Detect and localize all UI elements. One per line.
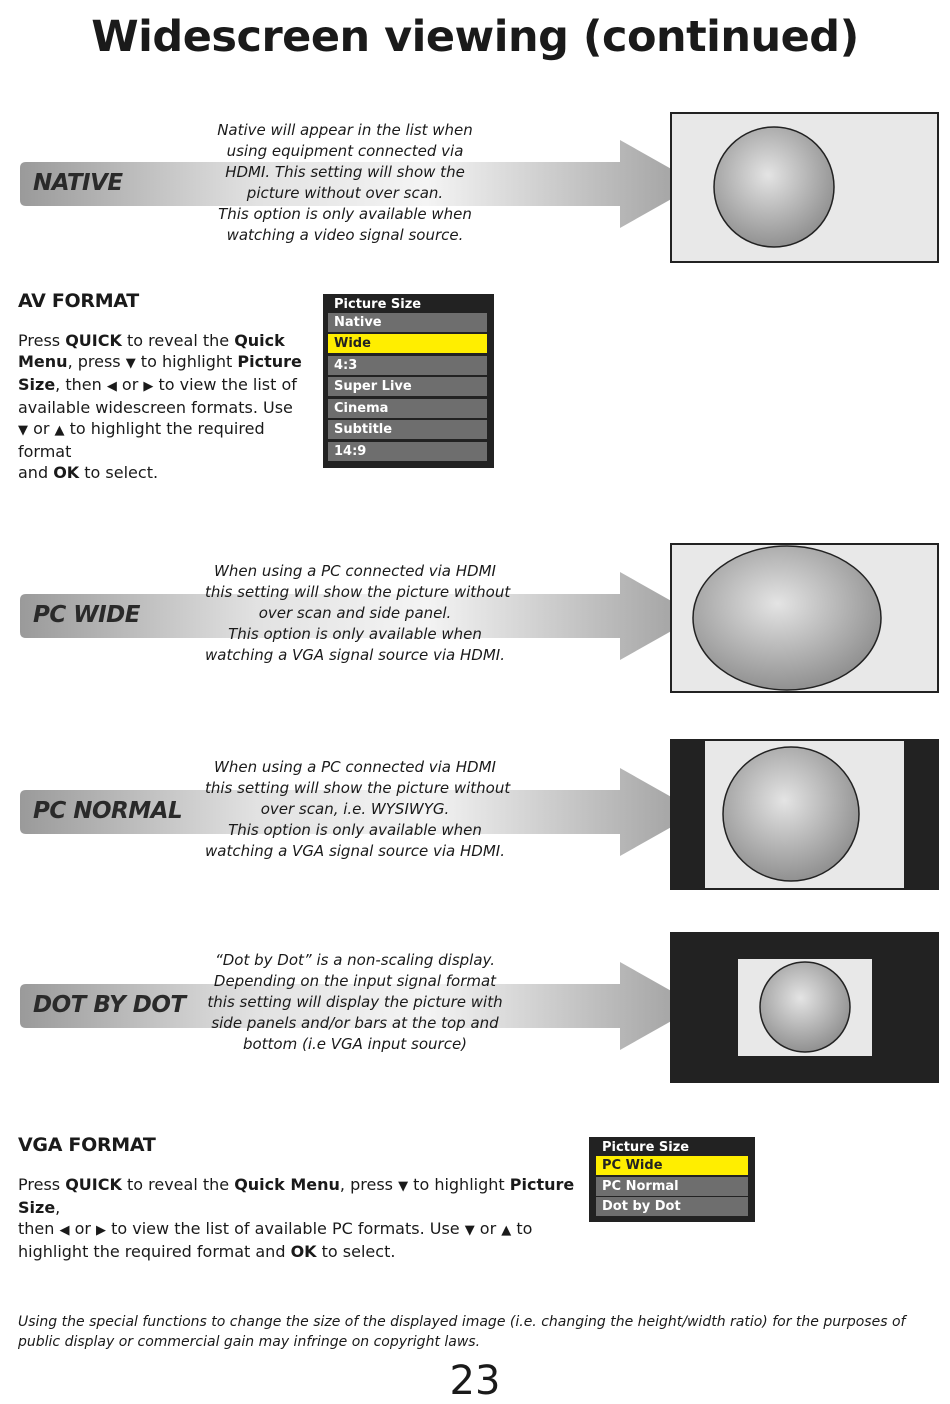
- menu-item-subtitle[interactable]: Subtitle: [328, 420, 487, 439]
- page-title: Widescreen viewing (continued): [91, 12, 859, 62]
- down-arrow-icon: ▼: [125, 356, 136, 371]
- down-arrow-icon: ▼: [398, 1179, 409, 1194]
- dot-by-dot-label: DOT BY DOT: [33, 992, 186, 1018]
- menu-item-wide[interactable]: Wide: [328, 334, 487, 353]
- left-arrow-icon: ◀: [59, 1223, 70, 1238]
- av-format-instructions: Press QUICK to reveal the Quick Menu, press ▼ to highlight Picture Size, then ◀ or ▶ to view the list of available widescreen formats. Use ▼ or ▲ to highlight the required format and OK to select.: [18, 331, 302, 482]
- vga-picture-size-menu: [589, 1137, 755, 1222]
- pc-normal-description: When using a PC connected via HDMI this setting will show the picture without over scan, i.e. WYSIWYG. This option is only available when watching a VGA signal source via HDMI.: [205, 758, 511, 860]
- pc-wide-screen-illustration: [670, 543, 939, 693]
- menu-item-14-9[interactable]: 14:9: [328, 442, 487, 461]
- native-screen-illustration: [670, 112, 939, 263]
- right-arrow-icon: ▶: [96, 1223, 107, 1238]
- av-format-heading: AV FORMAT: [18, 290, 139, 312]
- menu-item-pc-wide[interactable]: PC Wide: [596, 1156, 748, 1175]
- pc-normal-screen-illustration: [670, 739, 939, 890]
- pc-wide-label: PC WIDE: [33, 602, 140, 628]
- dot-by-dot-description: “Dot by Dot” is a non-scaling display. Depending on the input signal format this setting will display the picture with side panels and/or bars at the top and bottom (i.e VGA input source): [207, 951, 503, 1053]
- native-label: NATIVE: [33, 170, 123, 196]
- av-picture-size-menu: [323, 294, 494, 468]
- pc-wide-description: When using a PC connected via HDMI this setting will show the picture without over scan and side panel. This option is only available when watching a VGA signal source via HDMI.: [205, 562, 511, 664]
- right-arrow-icon: ▶: [143, 379, 154, 394]
- menu-item-dot-by-dot[interactable]: Dot by Dot: [596, 1197, 748, 1216]
- menu-item-super-live[interactable]: Super Live: [328, 377, 487, 396]
- menu-item-native[interactable]: Native: [328, 313, 487, 332]
- menu-item-4-3[interactable]: 4:3: [328, 356, 487, 375]
- menu-title: Picture Size: [602, 1140, 690, 1155]
- dot-by-dot-screen-illustration: [670, 932, 939, 1083]
- up-arrow-icon: ▲: [501, 1223, 512, 1238]
- page-number: 23: [449, 1358, 501, 1404]
- down-arrow-icon: ▼: [464, 1223, 475, 1238]
- menu-title: Picture Size: [334, 297, 422, 312]
- menu-item-cinema[interactable]: Cinema: [328, 399, 487, 418]
- left-arrow-icon: ◀: [106, 379, 117, 394]
- down-arrow-icon: ▼: [18, 423, 28, 438]
- pc-normal-label: PC NORMAL: [33, 798, 183, 824]
- copyright-note: Using the special functions to change the size of the displayed image (i.e. changing the height/width ratio) for the purposes of public display or commercial gain may infringe on copyright laws.: [18, 1314, 906, 1350]
- vga-format-instructions: Press QUICK to reveal the Quick Menu, press ▼ to highlight Picture Size, then ◀ or ▶ to view the list of available PC formats. Use ▼ or ▲ to highlight the required format and OK to select.: [18, 1175, 575, 1261]
- vga-format-heading: VGA FORMAT: [18, 1134, 156, 1156]
- menu-item-pc-normal[interactable]: PC Normal: [596, 1177, 748, 1196]
- native-description: Native will appear in the list when using equipment connected via HDMI. This setting will show the picture without over scan. This option is only available when watching a video signal source.: [217, 121, 473, 244]
- up-arrow-icon: ▲: [54, 423, 65, 438]
